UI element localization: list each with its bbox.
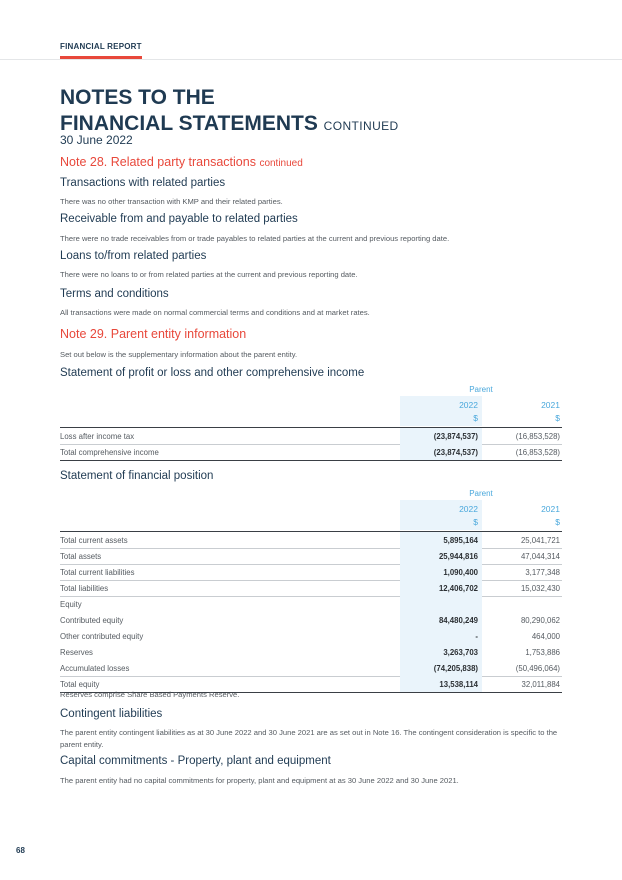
row-label: Total liabilities [60, 584, 109, 593]
row-value-2021: (16,853,528) [515, 432, 560, 441]
column-currency-2021: $ [555, 517, 560, 527]
row-value-2022: 12,406,702 [438, 584, 478, 593]
reserves-note: Reserves comprise Share Based Payments Reserve. [60, 690, 240, 699]
section-title: Terms and conditions [60, 288, 169, 300]
page-number: 68 [16, 846, 25, 855]
table-row [60, 428, 562, 444]
section-title: Transactions with related parties [60, 177, 226, 189]
table-row [60, 564, 562, 580]
row-value-2022: (74,205,838) [433, 664, 478, 673]
section-title: Receivable from and payable to related parties [60, 213, 298, 225]
note29-intro: Set out below is the supplementary information about the parent entity. [60, 350, 298, 359]
table-row [60, 596, 562, 612]
section-text: All transactions were made on normal commercial terms and conditions and at market rates. [60, 308, 370, 317]
row-value-2021: 15,032,430 [520, 584, 560, 593]
contingent-title: Contingent liabilities [60, 708, 163, 720]
table-row [60, 612, 562, 628]
table-rule [60, 460, 562, 461]
capital-text: The parent entity had no capital commitments for property, plant and equipment at as 30 June 2022 and 30 June 2021. [60, 776, 459, 785]
row-value-2022: (23,874,537) [433, 432, 478, 441]
table-row [60, 660, 562, 676]
column-year-2021: 2021 [541, 504, 560, 514]
row-label: Equity [60, 600, 82, 609]
column-currency-2021: $ [555, 413, 560, 423]
row-value-2022: - [475, 632, 478, 641]
section-label: FINANCIAL REPORT [60, 42, 142, 51]
section-title: Loans to/from related parties [60, 250, 207, 262]
column-year-2022: 2022 [459, 504, 478, 514]
column-year-2022: 2022 [459, 400, 478, 410]
contingent-text: The parent entity contingent liabilities as at 30 June 2022 and 30 June 2021 are as set out in Note 16. The contingent consideration is specific to the parent entity. [60, 728, 558, 749]
column-currency-2022: $ [473, 413, 478, 423]
section-text: There were no loans to or from related parties at the current and previous reporting date. [60, 270, 358, 279]
pl-statement-title: Statement of profit or loss and other comprehensive income [60, 367, 365, 379]
note29-heading: Note 29. Parent entity information [60, 327, 247, 341]
row-label: Total comprehensive income [60, 448, 159, 457]
row-value-2021: 1,753,886 [525, 648, 560, 657]
row-label: Other contributed equity [60, 632, 144, 641]
row-label: Total current liabilities [60, 568, 135, 577]
section-text: There was no other transaction with KMP and their related parties. [60, 197, 283, 206]
page-title [60, 85, 399, 139]
table-row [60, 548, 562, 564]
row-label: Total current assets [60, 536, 128, 545]
page-title-continued: CONTINUED [323, 119, 399, 133]
table-row [60, 628, 562, 644]
pl-table [60, 382, 562, 462]
table-row [60, 532, 562, 548]
column-year-2021: 2021 [541, 400, 560, 410]
row-value-2021: 3,177,348 [525, 568, 560, 577]
row-label: Accumulated losses [60, 664, 130, 673]
row-value-2021: 47,044,314 [520, 552, 560, 561]
fp-table [60, 486, 562, 689]
row-value-2022: 5,895,164 [443, 536, 478, 545]
section-text: There were no trade receivables from or trade payables to related parties at the current and previous reporting date. [60, 234, 450, 243]
row-value-2021: (16,853,528) [515, 448, 560, 457]
row-value-2021: 80,290,062 [520, 616, 560, 625]
capital-title: Capital commitments - Property, plant and equipment [60, 755, 331, 767]
page-title-line1: NOTES TO THE [60, 86, 215, 109]
row-label: Loss after income tax [60, 432, 135, 441]
row-value-2022: 13,538,114 [439, 680, 478, 689]
row-value-2021: 464,000 [531, 632, 560, 641]
row-label: Total assets [60, 552, 102, 561]
table-row [60, 644, 562, 660]
row-label: Contributed equity [60, 616, 124, 625]
page-title-line2: FINANCIAL STATEMENTS [60, 112, 318, 135]
column-group-label: Parent [469, 385, 493, 394]
fp-statement-title: Statement of financial position [60, 470, 214, 482]
row-value-2022: 25,944,816 [438, 552, 478, 561]
note28-continued: continued [259, 158, 303, 169]
table-row [60, 444, 562, 460]
table-row [60, 580, 562, 596]
report-date: 30 June 2022 [60, 133, 133, 147]
column-currency-2022: $ [473, 517, 478, 527]
row-value-2021: (50,496,064) [515, 664, 560, 673]
column-group-label: Parent [469, 489, 493, 498]
row-value-2022: 3,263,703 [443, 648, 478, 657]
cell-highlight [400, 596, 482, 612]
row-value-2022: 1,090,400 [443, 568, 478, 577]
row-label: Reserves [60, 648, 93, 657]
row-value-2021: 25,041,721 [520, 536, 560, 545]
row-value-2021: 32,011,884 [521, 680, 560, 689]
note28-heading: Note 28. Related party transactions continued [60, 155, 303, 169]
row-value-2022: 84,480,249 [438, 616, 478, 625]
header-divider [0, 59, 622, 60]
row-label: Total equity [60, 680, 100, 689]
row-value-2022: (23,874,537) [433, 448, 478, 457]
